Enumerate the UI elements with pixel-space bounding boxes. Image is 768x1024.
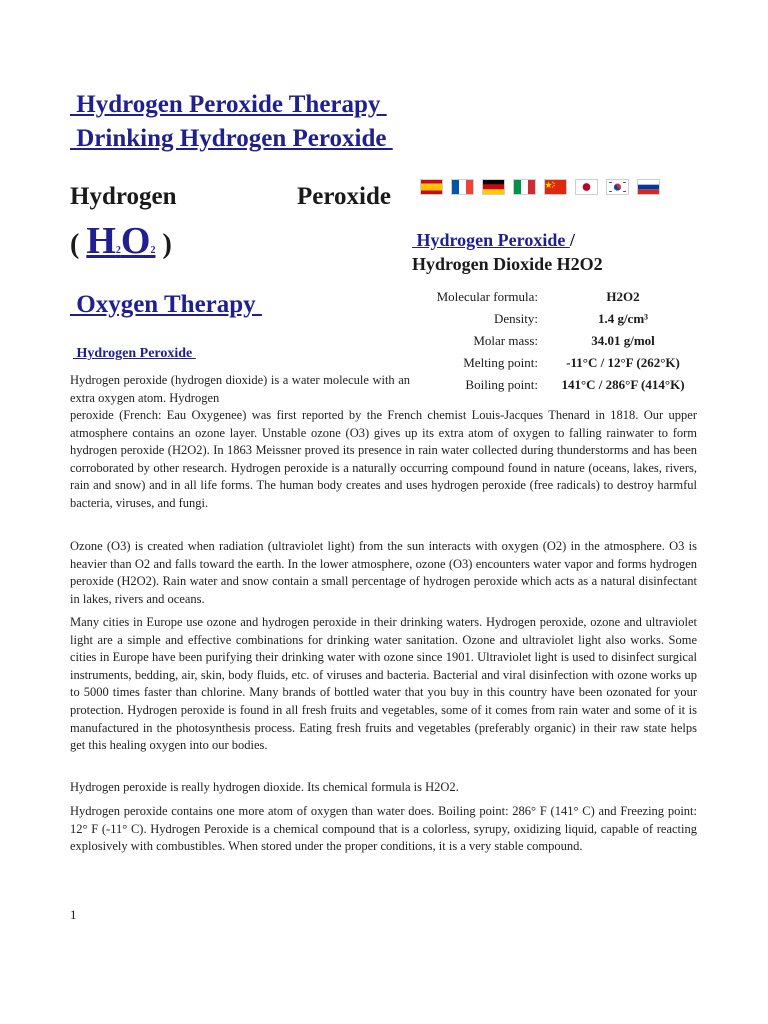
sidebar-hydrogen-peroxide-link[interactable]: Hydrogen Peroxide <box>412 230 570 250</box>
flag-south-korea-icon[interactable] <box>606 179 629 195</box>
paragraph-ozone: Ozone (O3) is created when radiation (ultraviolet light) from the sun interacts with oxygen (O2) in the atmosphere. O3 is heavier than O2 and falls toward the earth. In the lower atmosphere, ozone (O3) encounters water vapor and forms hydrogen peroxide (H2O2). Rain water and snow contain a small percentage of hydrogen peroxide which acts as a natural disinfectant in lakes, rivers and oceans. <box>70 539 697 606</box>
property-label: Density: <box>493 311 538 326</box>
formula-link[interactable] <box>86 220 155 262</box>
h2o2-formula <box>70 222 172 260</box>
page-number: 1 <box>70 907 77 922</box>
sidebar-subtitle: Hydrogen Dioxide H2O2 <box>412 254 603 275</box>
table-row <box>410 352 700 374</box>
property-value: -11°C / 12°F (262°K) <box>566 355 680 370</box>
properties-table <box>410 286 700 396</box>
oxygen-therapy-link[interactable]: Oxygen Therapy <box>70 291 262 318</box>
language-flags <box>420 179 660 195</box>
paragraph-formula: Hydrogen peroxide is really hydrogen dioxide. Its chemical formula is H2O2. <box>70 780 459 794</box>
heading-word-peroxide: Peroxide <box>297 183 391 210</box>
paragraph-properties: Hydrogen peroxide contains one more atom of oxygen than water does. Boiling point: 286° F (141° C) and Freezing point: 12° F (-11° C). Hydrogen Peroxide is a chemical compound that is a colorless, syrupy, oxidizing liquid, capable of reacting explosively with combustibles. When stored under the proper conditions, it is a very stable compound. <box>70 804 697 854</box>
formula-close-paren: ) <box>162 229 172 260</box>
table-row <box>410 286 700 308</box>
property-value: 141°C / 286°F (414°K) <box>561 377 685 392</box>
property-label: Molar mass: <box>473 333 538 348</box>
property-label: Boiling point: <box>465 377 538 392</box>
flag-russia-icon[interactable] <box>637 179 660 195</box>
property-value: 1.4 g/cm³ <box>597 311 649 326</box>
title-drinking-hydrogen-peroxide-link[interactable]: Drinking Hydrogen Peroxide <box>70 125 393 152</box>
paragraph-europe-water: Many cities in Europe use ozone and hydrogen peroxide in their drinking waters. Hydrogen peroxide, ozone and ultraviolet light are a simple and effective combinations for drinking water sanitation. Ozone and ultraviolet light also works. Some cities in Europe have been purifying their drinking water with ozone since 1901. Ultraviolet light is used to disinfect surgical instruments, bedding, air, skin, body fluids, etc. of viruses and bacteria. Bacterial and viral disinfection with ozone works up to 5000 times faster than chlorine. Many brands of bottled water that you buy in this country have been ozonated for your protection. Hydrogen peroxide is found in all fresh fruits and vegetables, some of it comes from rain water and some of it is manufactured in the photosynthesis process. Eating fresh fruits and vegetables (preferably organic) in their raw state helps get this healing oxygen into our bodies. <box>70 615 697 753</box>
formula-o: O <box>120 220 151 262</box>
flag-italy-icon[interactable] <box>513 179 536 195</box>
property-value: 34.01 g/mol <box>591 333 655 348</box>
sidebar-title <box>412 228 603 277</box>
formula-h: H <box>86 220 116 262</box>
property-label: Melting point: <box>463 355 538 370</box>
table-row <box>410 330 700 352</box>
paragraph-intro-part-2: peroxide (French: Eau Oxygenee) was first reported by the French chemist Louis-Jacques Thenard in 1818. Our upper atmosphere contains an ozone layer. Unstable ozone (O3) gives up its extra atom of oxygen to falling rainwater to form hydrogen peroxide (H2O2). In 1863 Meissner proved its presence in rain water collected during thunderstorms and has been corroborated by other research. Hydrogen peroxide is a naturally occurring compound found in nature (oceans, lakes, rivers, rain and snow) and in all life forms. The human body creates and uses hydrogen peroxide (free radicals) to destroy harmful bacteria, viruses, and fungi. <box>70 408 697 510</box>
formula-o-subscript: 2 <box>150 245 156 256</box>
flag-france-icon[interactable] <box>451 179 474 195</box>
formula-open-paren: ( <box>70 229 80 260</box>
flag-japan-icon[interactable] <box>575 179 598 195</box>
title-hydrogen-peroxide-therapy-link[interactable]: Hydrogen Peroxide Therapy <box>70 91 387 118</box>
heading-word-hydrogen: Hydrogen <box>70 183 177 210</box>
paragraph-intro-part-1: Hydrogen peroxide (hydrogen dioxide) is a water molecule with an extra oxygen atom. Hydrogen <box>70 373 410 405</box>
table-row <box>410 374 700 396</box>
sidebar-title-separator: / <box>569 230 575 250</box>
flag-china-icon[interactable] <box>544 179 567 195</box>
flag-spain-icon[interactable] <box>420 179 443 195</box>
flag-germany-icon[interactable] <box>482 179 505 195</box>
hydrogen-peroxide-section-link[interactable]: Hydrogen Peroxide <box>73 346 196 361</box>
property-label: Molecular formula: <box>436 289 538 304</box>
formula-h-subscript: 2 <box>115 245 121 256</box>
table-row <box>410 308 700 330</box>
property-value: H2O2 <box>606 289 640 304</box>
